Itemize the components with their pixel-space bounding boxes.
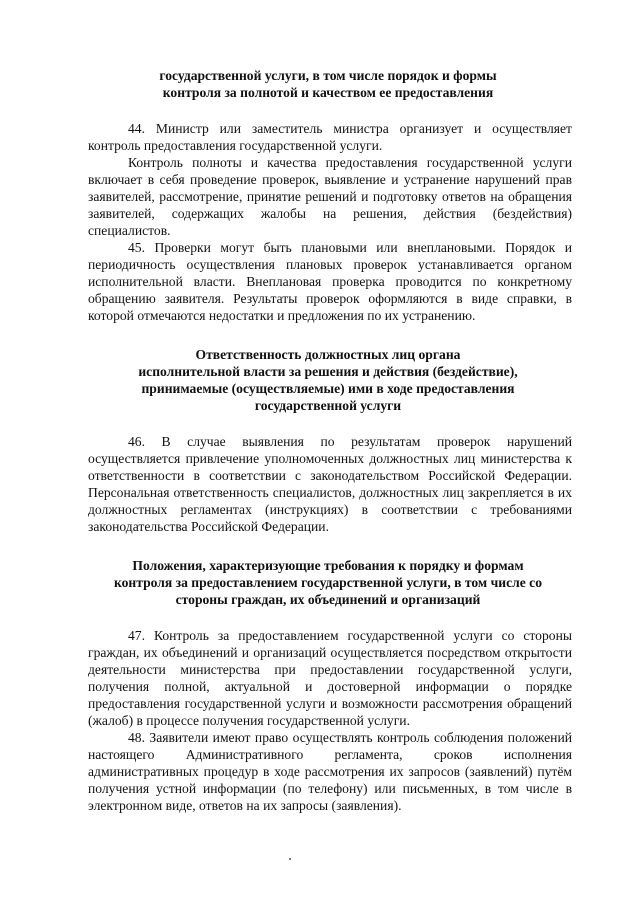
- heading-line: Положения, характеризующие требования к порядку и формам: [132, 558, 524, 573]
- section-heading-forms-of-control: [100, 67, 556, 101]
- paragraph-44: 44. Министр или заместитель министра организует и осуществляет контроль предоставления государственной услуги.: [88, 121, 572, 153]
- section-heading-citizen-control: [100, 557, 556, 608]
- heading-line: Ответственность должностных лиц органа: [195, 347, 461, 362]
- paragraph-48: 48. Заявители имеют право осуществлять контроль соблюдения положений настоящего Административного регламента, сроков исполнения административных процедур в ходе рассмотрения их запросов (заявлений) путём получения устной информации (по телефону) или письменных, в том числе в электронном виде, ответов на их запросы (заявления).: [88, 730, 572, 813]
- section-body-citizen-control: [88, 627, 572, 814]
- paragraph-44-continued: Контроль полноты и качества предоставления государственной услуги включает в себя проведение проверок, выявление и устранение нарушений прав заявителей, рассмотрение, принятие решений и подготовку ответов на обращения заявителей, содержащих жалобы на решения, действия (бездействия) специалистов.: [88, 155, 572, 238]
- paragraph-45: 45. Проверки могут быть плановыми или внеплановыми. Порядок и периодичность осуществления плановых проверок устанавливается органом исполнительной власти. Внеплановая проверка проводится по конкретному обращению заявителя. Результаты проверок оформляются в виде справки, в которой отмечаются недостатки и предложения по их устранению.: [88, 240, 572, 323]
- heading-line: исполнительной власти за решения и действия (бездействие),: [138, 364, 518, 379]
- heading-line: государственной услуги, в том числе порядок и формы: [159, 68, 497, 83]
- heading-line: контроля за предоставлением государственной услуги, в том числе со: [113, 575, 543, 590]
- section-heading-responsibility: [100, 346, 556, 414]
- section-body-responsibility: [88, 433, 572, 535]
- heading-line: стороны граждан, их объединений и организаций: [175, 592, 481, 607]
- heading-line: государственной услуги: [254, 398, 402, 413]
- heading-line: контроля за полнотой и качеством ее предоставления: [162, 85, 494, 100]
- heading-line: принимаемые (осуществляемые) ими в ходе предоставления: [141, 381, 515, 396]
- paragraph-47: 47. Контроль за предоставлением государственной услуги со стороны граждан, их объединений и организаций осуществляется посредством открытости деятельности министерства при предоставлении государственной услуги, получения полной, актуальной и достоверной информации о порядке предоставления государственной услуги и возможности рассмотрения обращений (жалоб) в процессе получения государственной услуги.: [88, 628, 572, 728]
- paragraph-46: 46. В случае выявления по результатам проверок нарушений осуществляется привлечение уполномоченных должностных лиц министерства к ответственности в соответствии с законодательством Российской Федерации. Персональная ответственность специалистов, должностных лиц закрепляется в их должностных регламентах (инструкциях) в соответствии с требованиями законодательства Российской Федерации.: [88, 434, 572, 534]
- page-mark: [289, 858, 291, 860]
- section-body-control: [88, 120, 572, 324]
